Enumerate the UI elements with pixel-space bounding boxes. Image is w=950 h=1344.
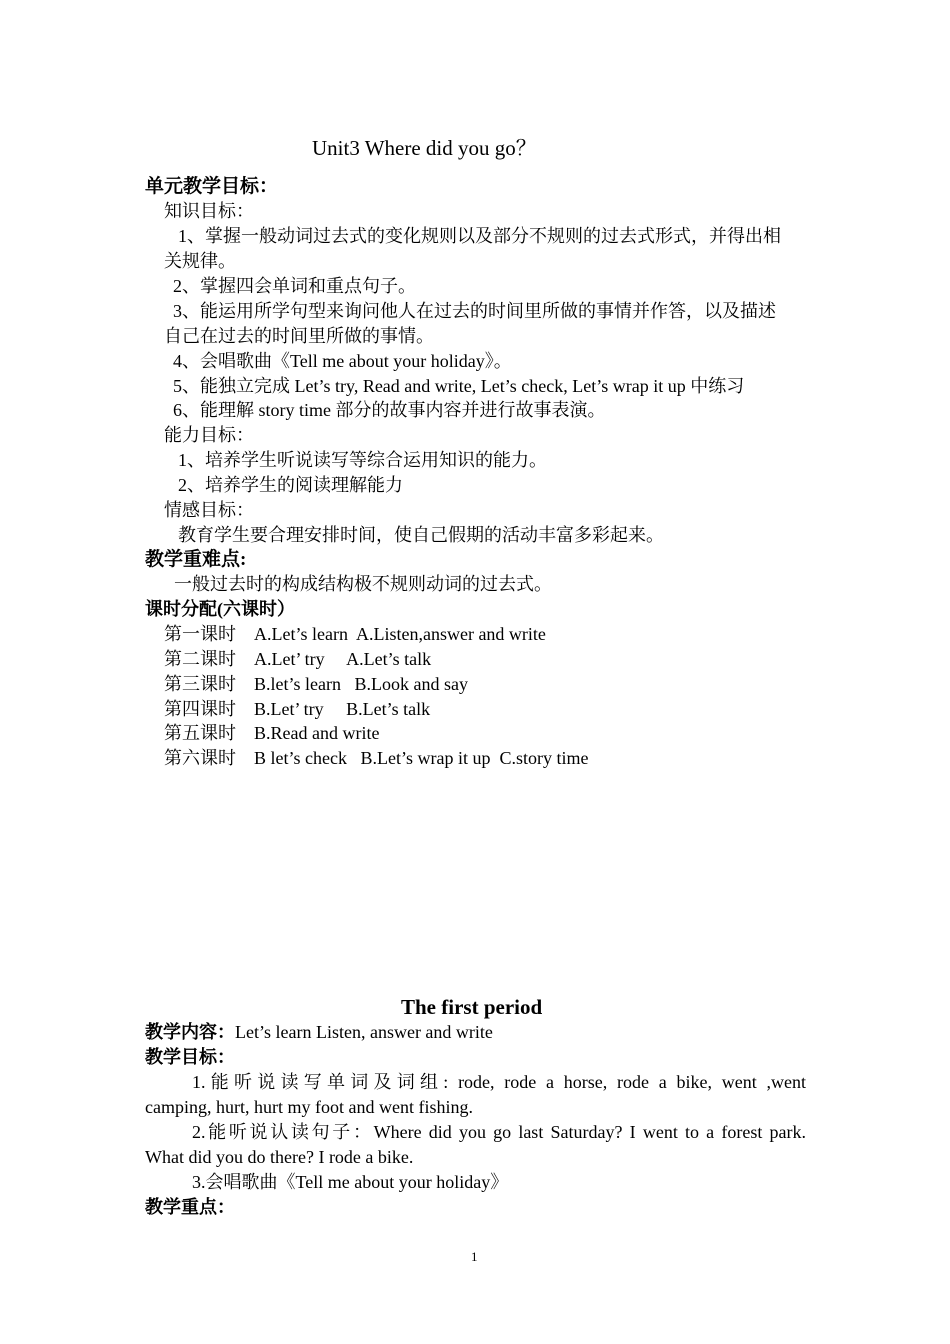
key-points-heading: 教学重难点: [145,549,247,570]
knowledge-item: 6、能理解 story time 部分的故事内容并进行故事表演。 [173,400,606,420]
schedule-heading: 课时分配(六课时） [145,599,295,619]
emotion-goals-text: 教育学生要合理安排时间，使自己假期的活动丰富多彩起来。 [178,525,664,545]
knowledge-item: 4、会唱歌曲《Tell me about your holiday》。 [173,351,512,371]
schedule-content: A.Let’s learn A.Listen,answer and write [254,624,546,644]
knowledge-item: 自己在过去的时间里所做的事情。 [164,326,434,346]
goal-2-text: 2.能听说认读句子：Where did you go last Saturday? I went to a forest park. [192,1122,806,1142]
page-number: 1 [471,1249,478,1264]
schedule-lesson: 第三课时 [164,674,236,694]
schedule-lesson: 第二课时 [164,649,236,669]
key-points-text: 一般过去时的构成结构极不规则动词的过去式。 [174,574,552,594]
teaching-content-text: Let’s learn Listen, answer and write [235,1022,493,1042]
schedule-lesson: 第一课时 [164,624,236,644]
schedule-lesson: 第六课时 [164,748,236,768]
schedule-content: B.let’s learn B.Look and say [254,674,468,694]
emotion-goals-label: 情感目标： [164,500,254,520]
knowledge-item: 2、掌握四会单词和重点句子。 [173,276,416,296]
knowledge-item: 3、能运用所学句型来询问他人在过去的时间里所做的事情并作答，以及描述 [173,301,776,321]
knowledge-item: 1、掌握一般动词过去式的变化规则以及部分不规则的过去式形式，并得出相 [178,226,781,246]
unit-goals-heading: 单元教学目标： [145,176,279,197]
teaching-goals-label: 教学目标： [145,1047,235,1067]
first-period-title: The first period [401,995,543,1019]
knowledge-item: 5、能独立完成 Let’s try, Read and write, Let’s check, Let’s wrap it up 中练习 [173,376,745,396]
schedule-content: B.Read and write [254,723,380,743]
teaching-content [145,1020,493,1045]
goal-3: 3.会唱歌曲《Tell me about your holiday》 [192,1172,509,1192]
unit-title: Unit3 Where did you go？ [312,136,537,160]
schedule-lesson: 第四课时 [164,699,236,719]
teaching-focus-label: 教学重点： [145,1197,235,1217]
ability-goals-label: 能力目标： [164,425,254,445]
schedule-lesson: 第五课时 [164,723,236,743]
schedule-content: A.Let’ try A.Let’s talk [254,649,432,669]
teaching-content-label: 教学内容： [145,1022,235,1042]
schedule-content: B.Let’ try B.Let’s talk [254,699,431,719]
goal-2-line-1 [145,1120,806,1145]
goal-1-text: 1.能听说读写单词及词组: rode, rode a horse, rode a bike, went ,went [192,1072,806,1092]
ability-item: 2、培养学生的阅读理解能力 [178,475,403,495]
ability-item: 1、培养学生听说读写等综合运用知识的能力。 [178,450,547,470]
knowledge-item: 关规律。 [164,251,236,271]
knowledge-goals-label: 知识目标： [164,201,254,221]
goal-2-line-2: What did you do there? I rode a bike. [145,1147,414,1167]
goal-1-line-2: camping, hurt, hurt my foot and went fishing. [145,1097,473,1117]
schedule-content: B let’s check B.Let’s wrap it up C.story time [254,748,589,768]
goal-1-line-1 [145,1070,806,1095]
